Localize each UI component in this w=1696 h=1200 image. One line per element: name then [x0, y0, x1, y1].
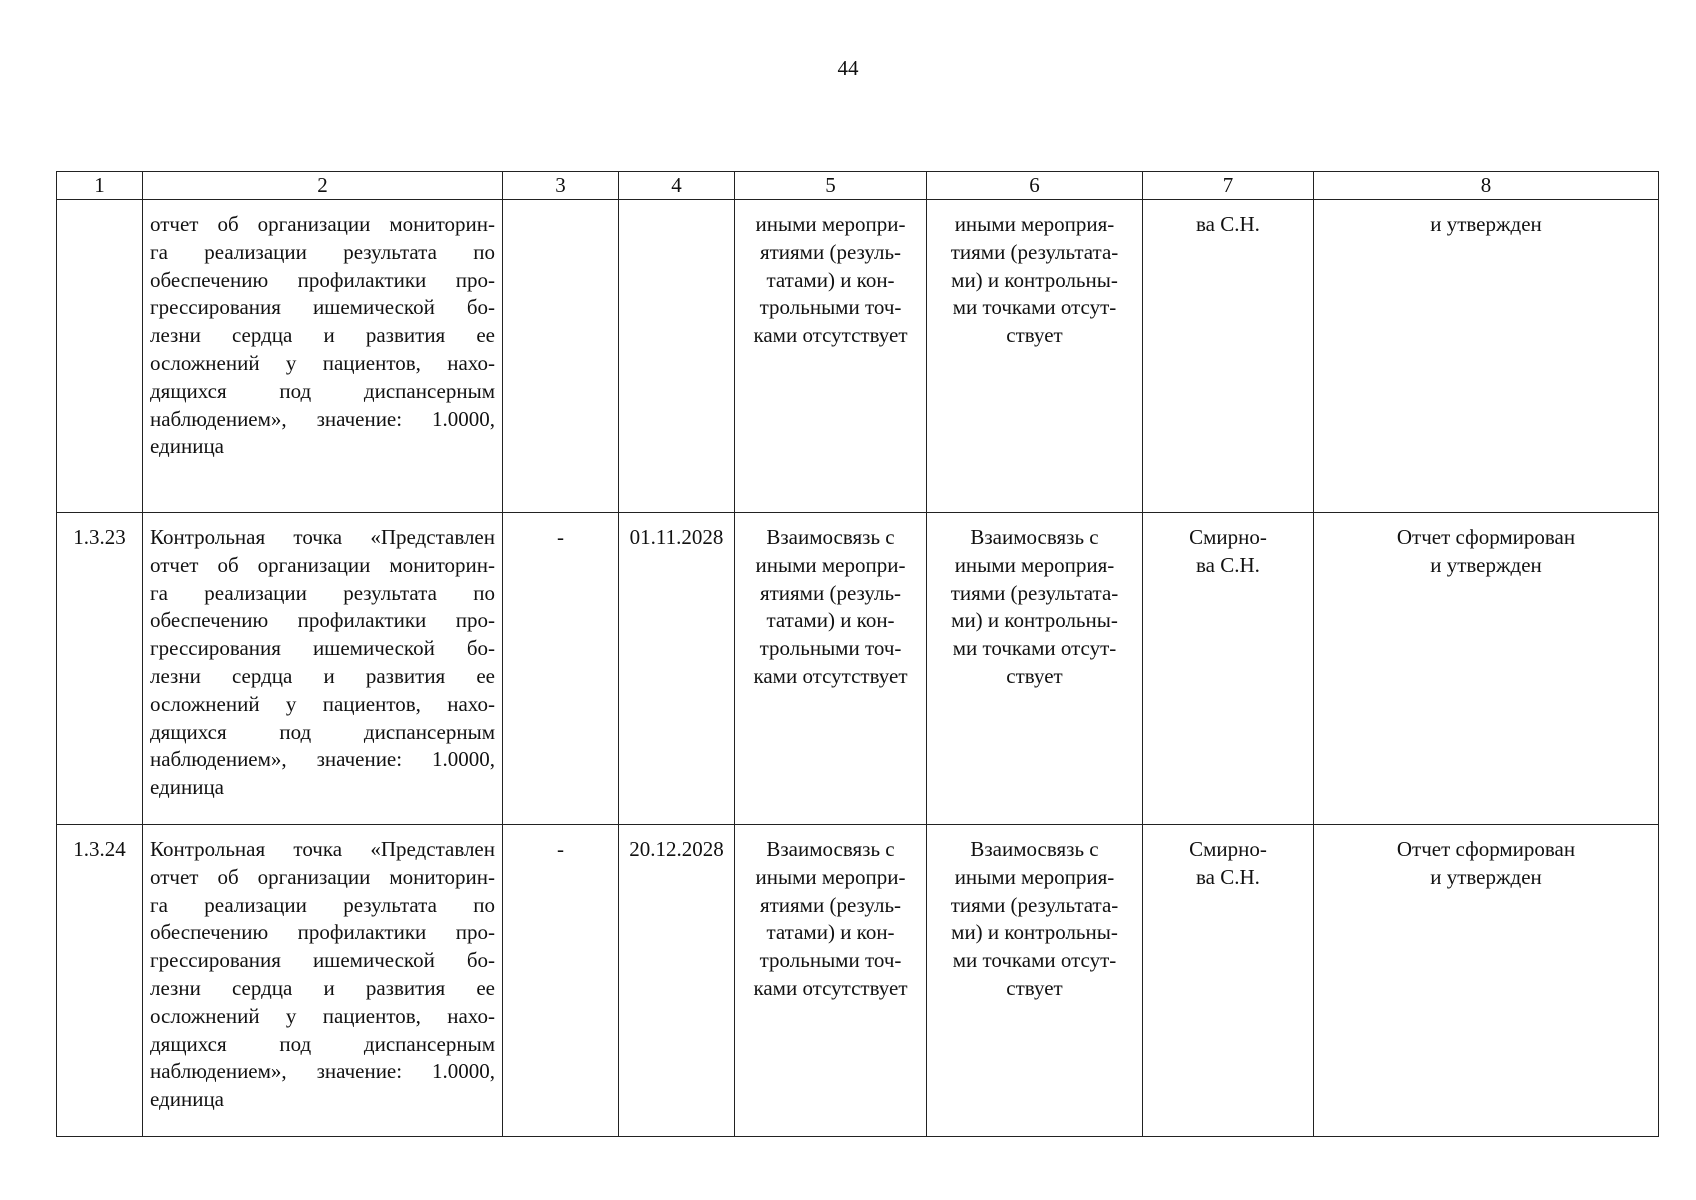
relation-detail-line: ми точками отсут-	[952, 636, 1117, 661]
responsible-line: Смирно-	[1189, 525, 1267, 549]
name-line: единица	[150, 1087, 225, 1112]
relation-line: иными меропри-	[755, 212, 906, 236]
name-line: га реализации результата по	[150, 239, 495, 264]
col3-cell	[503, 513, 619, 825]
col3-cell	[503, 825, 619, 1137]
relation-detail-line: ствует	[1006, 975, 1063, 1000]
result-line: и утвержден	[1430, 212, 1542, 236]
name-line: осложнений у пациентов, нахо-	[150, 1003, 495, 1028]
name-line: га реализации результата по	[150, 580, 495, 605]
relation-detail-line: ми точками отсут-	[952, 295, 1117, 320]
row-number: 1.3.24	[73, 837, 126, 861]
relation-line: иными меропри-	[755, 864, 906, 889]
name-line: осложнений у пациентов, нахо-	[150, 691, 495, 716]
name-line: единица	[150, 434, 225, 459]
name-line: осложнений у пациентов, нахо-	[150, 350, 495, 375]
relation-detail-line: ствует	[1006, 323, 1063, 348]
row-number: 1.3.23	[73, 525, 126, 549]
relation-detail-line: иными мероприя-	[954, 864, 1115, 889]
plan-table	[56, 171, 1659, 1137]
relation-line: Взаимосвязь с	[766, 837, 895, 861]
relation-detail-line: тиями (результата-	[950, 580, 1119, 605]
relation-line: татами) и кон-	[766, 267, 895, 292]
relation-cell	[735, 200, 927, 513]
name-line: га реализации результата по	[150, 892, 495, 917]
relation-detail-line: ствует	[1006, 663, 1063, 688]
name-line: отчет об организации мониторин-	[150, 552, 495, 577]
relation-line: татами) и кон-	[766, 920, 895, 945]
table-body	[57, 200, 1659, 1137]
date-cell	[619, 200, 735, 513]
name-line: обеспечению профилактики про-	[150, 608, 495, 633]
column-header-2: 2	[143, 172, 503, 200]
relation-detail-line: тиями (результата-	[950, 239, 1119, 264]
name-line: наблюдением», значение: 1.0000,	[150, 406, 495, 431]
name-line: отчет об организации мониторин-	[150, 864, 495, 889]
table-row	[57, 825, 1659, 1137]
result-line: и утвержден	[1430, 864, 1542, 889]
date-value: 01.11.2028	[629, 525, 724, 549]
date-cell	[619, 825, 735, 1137]
name-line: единица	[150, 775, 225, 800]
column-header-3: 3	[503, 172, 619, 200]
responsible-line: Смирно-	[1189, 837, 1267, 861]
column-header-7: 7	[1143, 172, 1314, 200]
relation-line: ятиями (резуль-	[759, 892, 902, 917]
name-line: лезни сердца и развития ее	[150, 975, 495, 1000]
relation-detail-cell	[927, 513, 1143, 825]
column-number-row	[57, 172, 1659, 200]
relation-detail-line: тиями (результата-	[950, 892, 1119, 917]
name-line: дящихся под диспансерным	[150, 1031, 495, 1056]
col3-value: -	[557, 837, 564, 861]
responsible-cell	[1143, 825, 1314, 1137]
name-line: грессирования ишемической бо-	[150, 948, 495, 973]
row-number-cell	[57, 200, 143, 513]
responsible-line: ва С.Н.	[1196, 864, 1260, 889]
table-row	[57, 200, 1659, 513]
relation-detail-cell	[927, 825, 1143, 1137]
relation-cell	[735, 513, 927, 825]
name-line: грессирования ишемической бо-	[150, 295, 495, 320]
relation-detail-line: Взаимосвязь с	[970, 837, 1099, 861]
relation-line: ками отсутствует	[753, 975, 908, 1000]
relation-line: ятиями (резуль-	[759, 580, 902, 605]
result-line: Отчет сформирован	[1396, 525, 1576, 549]
column-header-5: 5	[735, 172, 927, 200]
relation-line: ятиями (резуль-	[759, 239, 902, 264]
result-line: и утвержден	[1430, 552, 1542, 577]
relation-line: Взаимосвязь с	[766, 525, 895, 549]
name-line: наблюдением», значение: 1.0000,	[150, 1059, 495, 1084]
name-line: грессирования ишемической бо-	[150, 636, 495, 661]
name-line: Контрольная точка «Представлен	[150, 525, 495, 549]
result-cell	[1314, 513, 1659, 825]
result-cell	[1314, 200, 1659, 513]
relation-line: трольными точ-	[759, 295, 902, 320]
relation-line: татами) и кон-	[766, 608, 895, 633]
name-line: обеспечению профилактики про-	[150, 267, 495, 292]
name-line: лезни сердца и развития ее	[150, 323, 495, 348]
relation-detail-line: иными мероприя-	[954, 212, 1115, 236]
relation-line: ками отсутствует	[753, 323, 908, 348]
name-line: отчет об организации мониторин-	[150, 212, 495, 236]
result-line: Отчет сформирован	[1396, 837, 1576, 861]
name-line: наблюдением», значение: 1.0000,	[150, 747, 495, 772]
name-line: Контрольная точка «Представлен	[150, 837, 495, 861]
relation-detail-line: ми точками отсут-	[952, 948, 1117, 973]
relation-detail-cell	[927, 200, 1143, 513]
relation-detail-line: Взаимосвязь с	[970, 525, 1099, 549]
relation-detail-line: ми) и контрольны-	[951, 920, 1118, 945]
name-line: лезни сердца и развития ее	[150, 663, 495, 688]
date-cell	[619, 513, 735, 825]
column-header-6: 6	[927, 172, 1143, 200]
name-cell	[143, 513, 503, 825]
column-header-8: 8	[1314, 172, 1659, 200]
relation-detail-line: ми) и контрольны-	[951, 267, 1118, 292]
responsible-line: ва С.Н.	[1196, 552, 1260, 577]
column-header-1: 1	[57, 172, 143, 200]
result-cell	[1314, 825, 1659, 1137]
date-value: 20.12.2028	[629, 837, 724, 861]
table-row	[57, 513, 1659, 825]
relation-detail-line: иными мероприя-	[954, 552, 1115, 577]
relation-line: иными меропри-	[755, 552, 906, 577]
relation-line: трольными точ-	[759, 636, 902, 661]
col3-cell	[503, 200, 619, 513]
relation-cell	[735, 825, 927, 1137]
name-line: дящихся под диспансерным	[150, 719, 495, 744]
relation-line: ками отсутствует	[753, 663, 908, 688]
row-number-cell	[57, 513, 143, 825]
responsible-cell	[1143, 513, 1314, 825]
name-line: обеспечению профилактики про-	[150, 920, 495, 945]
name-cell	[143, 825, 503, 1137]
column-header-4: 4	[619, 172, 735, 200]
col3-value: -	[557, 525, 564, 549]
row-number-cell	[57, 825, 143, 1137]
name-line: дящихся под диспансерным	[150, 378, 495, 403]
responsible-line: ва С.Н.	[1196, 212, 1260, 236]
relation-detail-line: ми) и контрольны-	[951, 608, 1118, 633]
page-number: 44	[837, 56, 859, 80]
relation-line: трольными точ-	[759, 948, 902, 973]
responsible-cell	[1143, 200, 1314, 513]
name-cell	[143, 200, 503, 513]
